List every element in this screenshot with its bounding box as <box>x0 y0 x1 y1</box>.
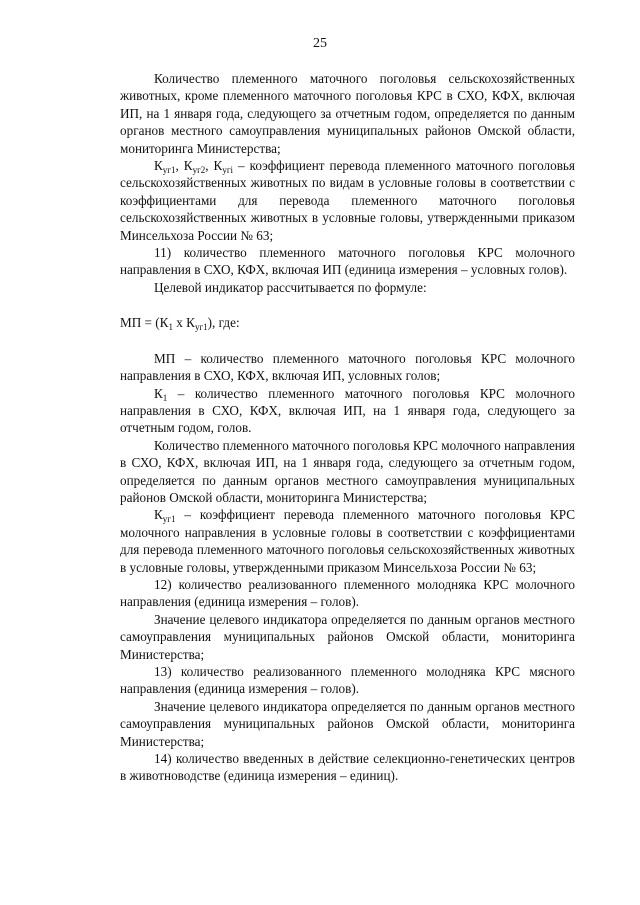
symbol-k: К <box>154 158 163 174</box>
formula <box>120 314 575 331</box>
paragraph-item-11: 11) количество племенного маточного поголовья КРС молочного направления в СХО, КФХ, включая ИП (единица измерения – условных голов). <box>120 245 575 278</box>
paragraph-k1-definition <box>120 385 575 437</box>
formula-part: х К <box>172 315 195 331</box>
paragraph-coefficients <box>120 157 575 244</box>
paragraph-kug1-definition <box>120 506 575 576</box>
subscript: уг1 <box>162 514 176 525</box>
paragraph-indicator-source-12: Значение целевого индикатора определяется по данным органов местного самоуправления муниципальных районов Омской области, мониторинга Министерства; <box>120 611 575 662</box>
text-fragment: , К <box>175 158 193 174</box>
subscript: 1 <box>168 322 173 333</box>
document-body <box>120 70 575 785</box>
paragraph-livestock-count: Количество племенного маточного поголовья сельскохозяйственных животных, кроме племенного маточного поголовья КРС в СХО, КФХ, включая ИП, на 1 января года, следующего за отчетным годом, определяется по данным органов местного самоуправления муниципальных районов Омской области, мониторинга Министерства; <box>120 71 575 156</box>
text-fragment: , К <box>205 158 223 174</box>
paragraph-item-12: 12) количество реализованного племенного молодняка КРС молочного направления (единица измерения – голов). <box>120 576 575 610</box>
page-number: 25 <box>313 36 327 51</box>
paragraph-item-13: 13) количество реализованного племенного молодняка КРС мясного направления (единица измерения – голов). <box>120 664 575 697</box>
subscript: уг1 <box>162 165 176 176</box>
subscript: уг1 <box>194 322 208 333</box>
symbol-k: К <box>154 507 163 523</box>
paragraph-indicator-source-13: Значение целевого индикатора определяется по данным органов местного самоуправления муниципальных районов Омской области, мониторинга Министерства; <box>120 698 575 749</box>
subscript: 1 <box>162 392 168 403</box>
paragraph-mp-definition: МП – количество племенного маточного поголовья КРС молочного направления в СХО, КФХ, включая ИП, условных голов; <box>120 350 575 384</box>
text-fragment: – количество племенного маточного поголовья КРС молочного направления в СХО, КФХ, включая ИП, на 1 января года, следующего за отчетным годом, голов. <box>120 385 575 436</box>
paragraph-dairy-count: Количество племенного маточного поголовья КРС молочного направления в СХО, КФХ, включая ИП, на 1 января года, следующего за отчетным годом, определяется по данным органов местного самоуправления муниципальных районов Омской области, мониторинга Министерства; <box>120 437 575 505</box>
subscript: угi <box>222 165 234 176</box>
paragraph-formula-intro: Целевой индикатор рассчитывается по формуле: <box>154 279 427 295</box>
text-fragment: – коэффициент перевода племенного маточного поголовья сельскохозяйственных животных по видам в условные головы в соответствии с коэффициентами для перевода племенного маточного поголовья сельскохозяйственных животных в условные головы, утвержденными приказом Минсельхоза России № 63; <box>120 158 576 243</box>
formula-part: ), где: <box>207 315 240 331</box>
subscript: уг2 <box>192 165 206 176</box>
paragraph-item-14: 14) количество введенных в действие селекционно-генетических центров в животноводстве (единица измерения – единиц). <box>120 751 575 784</box>
text-fragment: – коэффициент перевода племенного маточного поголовья КРС молочного направления в условные головы в соответствии с коэффициентами для перевода племенного маточного поголовья сельскохозяйственных животных в условные головы, утвержденными приказом Минсельхоза России № 63; <box>120 507 575 575</box>
symbol-k: К <box>154 385 163 401</box>
formula-part: МП = (К <box>120 315 169 331</box>
